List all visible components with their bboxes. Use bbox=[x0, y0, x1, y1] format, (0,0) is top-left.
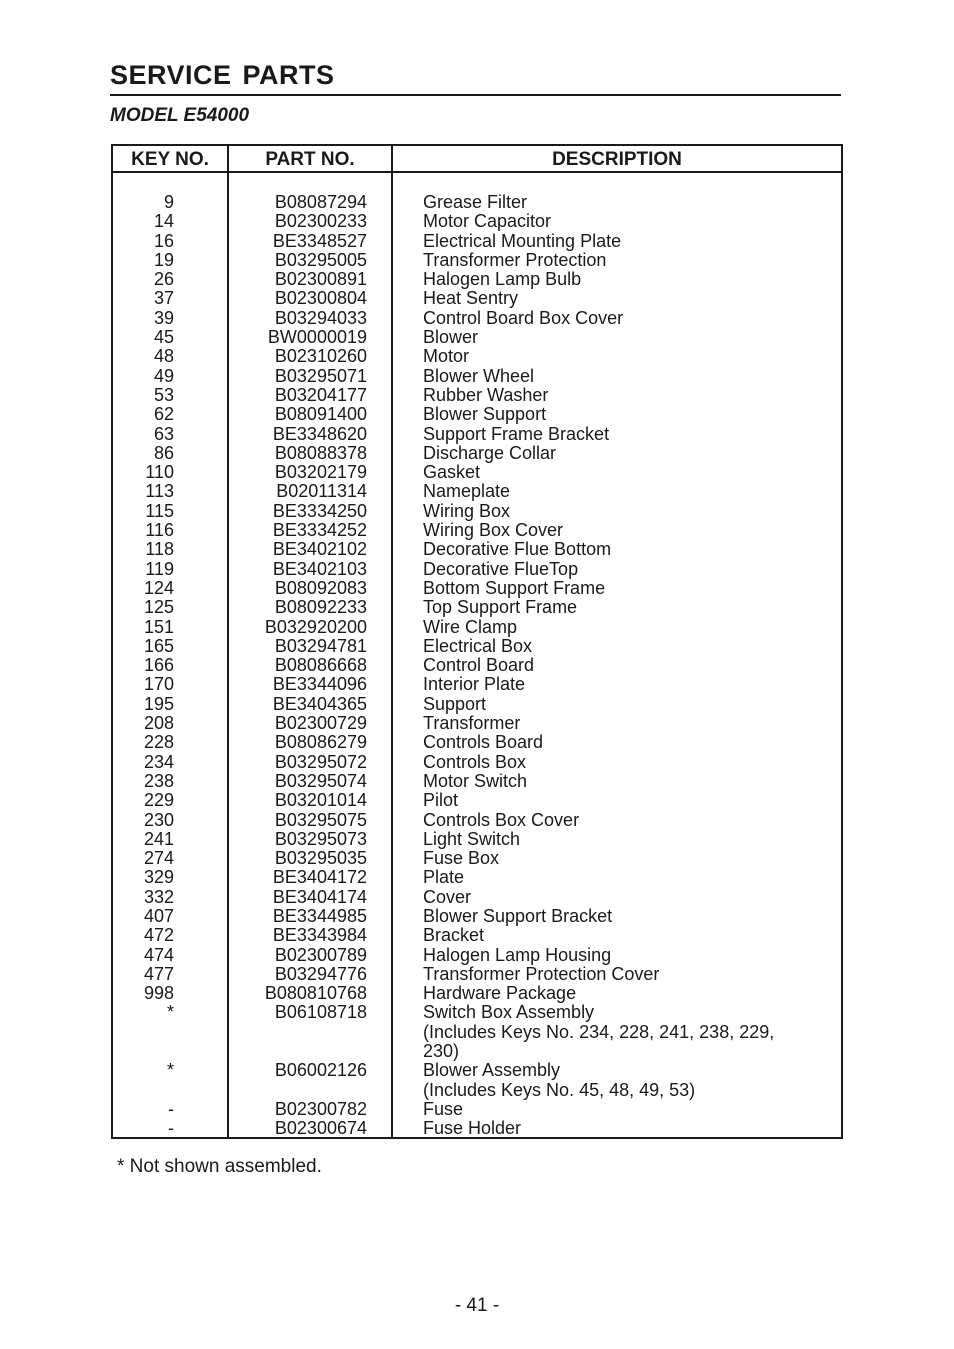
table-row bbox=[113, 212, 841, 231]
description-text: Electrical Mounting Plate bbox=[423, 230, 622, 251]
description-cell bbox=[423, 965, 803, 984]
description-cell bbox=[423, 540, 803, 559]
table-row bbox=[113, 656, 841, 675]
key-no-cell: 49 bbox=[153, 365, 174, 386]
description-text: Wiring Box bbox=[423, 500, 511, 521]
part-no-cell: B08092083 bbox=[274, 577, 367, 598]
table-row bbox=[113, 405, 841, 424]
part-no-cell: BE3348527 bbox=[272, 230, 367, 251]
page-title: SERVICE PARTS bbox=[110, 60, 335, 90]
description-cell bbox=[423, 733, 803, 752]
part-no-cell: B032920200 bbox=[264, 616, 367, 637]
key-no-cell: * bbox=[166, 1060, 174, 1081]
part-no-cell: B080810768 bbox=[264, 983, 367, 1004]
part-no-cell: BE3344096 bbox=[272, 674, 367, 695]
description-text: Motor Switch bbox=[423, 770, 528, 791]
key-no-cell: 113 bbox=[145, 481, 174, 502]
description-cell bbox=[423, 791, 803, 810]
header-description: DESCRIPTION bbox=[552, 149, 682, 170]
description-text: Blower Assembly bbox=[423, 1060, 561, 1081]
description-text: Blower bbox=[423, 327, 479, 348]
description-cell bbox=[423, 367, 803, 386]
key-no-cell: 48 bbox=[153, 346, 174, 367]
description-cell bbox=[423, 675, 803, 694]
part-no-cell: BE3343984 bbox=[272, 925, 367, 946]
description-text: Hardware Package bbox=[423, 983, 577, 1004]
key-no-cell: 329 bbox=[143, 867, 174, 888]
description-text: Fuse Box bbox=[423, 848, 500, 869]
part-no-cell: B03294781 bbox=[274, 635, 367, 656]
description-cell bbox=[423, 1100, 803, 1119]
table-row bbox=[113, 502, 841, 521]
description-text: Transformer bbox=[423, 713, 521, 734]
description-cell bbox=[423, 463, 803, 482]
key-no-cell: 241 bbox=[143, 828, 174, 849]
part-no-cell: B06108718 bbox=[274, 1002, 367, 1023]
key-no-cell: 208 bbox=[143, 713, 174, 734]
key-no-cell: 477 bbox=[143, 963, 174, 984]
key-no-cell: 19 bbox=[153, 249, 174, 270]
part-no-cell: B08086279 bbox=[274, 732, 367, 753]
table-row bbox=[113, 791, 841, 810]
description-text: Heat Sentry bbox=[423, 288, 519, 309]
part-no-cell: B02300804 bbox=[274, 288, 367, 309]
table-row bbox=[113, 830, 841, 849]
description-cell bbox=[423, 482, 803, 501]
description-text: Blower Wheel bbox=[423, 365, 535, 386]
description-text: Wire Clamp bbox=[423, 616, 518, 637]
key-no-cell: 86 bbox=[153, 442, 174, 463]
part-no-cell: B03295074 bbox=[274, 770, 367, 791]
footnote: * Not shown assembled. bbox=[117, 1156, 322, 1177]
key-no-cell: - bbox=[168, 1098, 174, 1119]
table-row bbox=[113, 984, 841, 1003]
description-cell bbox=[423, 232, 803, 251]
description-cell bbox=[423, 926, 803, 945]
description-cell bbox=[423, 425, 803, 444]
description-cell bbox=[423, 830, 803, 849]
part-no-cell: B03295005 bbox=[274, 249, 367, 270]
key-no-cell: 45 bbox=[153, 327, 174, 348]
key-no-cell: 998 bbox=[143, 983, 174, 1004]
description-text: Gasket bbox=[423, 462, 481, 483]
description-cell bbox=[423, 289, 803, 308]
header-part-no: PART NO. bbox=[265, 149, 355, 170]
key-no-cell: 238 bbox=[143, 770, 174, 791]
table-row bbox=[113, 733, 841, 752]
description-text: Fuse bbox=[423, 1098, 464, 1119]
description-text: Plate bbox=[423, 867, 465, 888]
description-cell bbox=[423, 560, 803, 579]
table-row bbox=[113, 289, 841, 308]
description-text: Nameplate bbox=[423, 481, 511, 502]
description-text: Blower Support bbox=[423, 404, 547, 425]
part-no-cell: B03295071 bbox=[274, 365, 367, 386]
description-cell bbox=[423, 193, 803, 212]
description-text: Discharge Collar bbox=[423, 442, 557, 463]
table-body bbox=[113, 193, 841, 1139]
description-text: Transformer Protection Cover bbox=[423, 963, 660, 984]
key-no-cell: 16 bbox=[153, 230, 174, 251]
table-row bbox=[113, 270, 841, 289]
key-no-cell: 116 bbox=[145, 520, 174, 541]
part-no-cell: B02300891 bbox=[274, 269, 367, 290]
part-no-cell: B08088378 bbox=[274, 442, 367, 463]
table-row bbox=[113, 328, 841, 347]
description-cell bbox=[423, 868, 803, 887]
title-divider bbox=[110, 94, 841, 96]
key-no-cell: 228 bbox=[143, 732, 174, 753]
description-cell bbox=[423, 444, 803, 463]
description-cell bbox=[423, 1119, 803, 1138]
part-no-cell: B08091400 bbox=[274, 404, 367, 425]
description-text: Top Support Frame bbox=[423, 597, 578, 618]
description-text: Support bbox=[423, 693, 487, 714]
table-row bbox=[113, 251, 841, 270]
table-row bbox=[113, 675, 841, 694]
description-text: Halogen Lamp Housing bbox=[423, 944, 612, 965]
table-header-row bbox=[113, 146, 841, 173]
description-text: Transformer Protection bbox=[423, 249, 607, 270]
description-cell bbox=[423, 386, 803, 405]
description-text: Decorative Flue Bottom bbox=[423, 539, 612, 560]
description-cell bbox=[423, 618, 803, 637]
part-no-cell: B02300789 bbox=[274, 944, 367, 965]
description-cell bbox=[423, 984, 803, 1003]
description-text: Control Board Box Cover bbox=[423, 307, 624, 328]
parts-table bbox=[111, 144, 843, 1139]
description-cell bbox=[423, 753, 803, 772]
table-row bbox=[113, 868, 841, 887]
table-row bbox=[113, 695, 841, 714]
description-cell bbox=[423, 907, 803, 926]
description-text: Grease Filter bbox=[423, 192, 528, 212]
key-no-cell: 165 bbox=[143, 635, 174, 656]
part-no-cell: B02300729 bbox=[274, 713, 367, 734]
table-row bbox=[113, 463, 841, 482]
part-no-cell: B08087294 bbox=[274, 192, 367, 212]
part-no-cell: B03295075 bbox=[274, 809, 367, 830]
table-row bbox=[113, 1100, 841, 1119]
key-no-cell: 125 bbox=[143, 597, 174, 618]
description-text: Decorative FlueTop bbox=[423, 558, 579, 579]
table-row bbox=[113, 1003, 841, 1061]
description-cell bbox=[423, 212, 803, 231]
description-text: Controls Box Cover bbox=[423, 809, 580, 830]
key-no-cell: 110 bbox=[145, 462, 174, 483]
description-cell bbox=[423, 521, 803, 540]
part-no-cell: BE3404174 bbox=[272, 886, 367, 907]
description-cell bbox=[423, 637, 803, 656]
description-text: Control Board bbox=[423, 655, 535, 676]
key-no-cell: 118 bbox=[145, 539, 174, 560]
key-no-cell: 274 bbox=[143, 848, 174, 869]
part-no-cell: BE3334252 bbox=[272, 520, 367, 541]
part-no-cell: B03295072 bbox=[274, 751, 367, 772]
table-row bbox=[113, 560, 841, 579]
part-no-cell: B03295035 bbox=[274, 848, 367, 869]
description-cell bbox=[423, 1003, 803, 1061]
description-cell bbox=[423, 579, 803, 598]
key-no-cell: 62 bbox=[153, 404, 174, 425]
table-row bbox=[113, 714, 841, 733]
description-cell bbox=[423, 714, 803, 733]
table-row bbox=[113, 926, 841, 945]
part-no-cell: BE3404172 bbox=[272, 867, 367, 888]
part-no-cell: B02310260 bbox=[274, 346, 367, 367]
description-text: Support Frame Bracket bbox=[423, 423, 610, 444]
description-text: Motor Capacitor bbox=[423, 211, 552, 232]
key-no-cell: 166 bbox=[143, 655, 174, 676]
table-row bbox=[113, 946, 841, 965]
key-no-cell: 332 bbox=[143, 886, 174, 907]
table-row bbox=[113, 1119, 841, 1138]
part-no-cell: BE3344985 bbox=[272, 905, 367, 926]
table-row bbox=[113, 425, 841, 444]
description-cell bbox=[423, 270, 803, 289]
page-number: - 41 - bbox=[454, 1295, 500, 1316]
header-key-no: KEY NO. bbox=[131, 149, 209, 170]
key-no-cell: 474 bbox=[143, 944, 174, 965]
key-no-cell: 170 bbox=[143, 674, 174, 695]
key-no-cell: 229 bbox=[143, 790, 174, 811]
description-text: Pilot bbox=[423, 790, 459, 811]
part-no-cell: B03294776 bbox=[274, 963, 367, 984]
key-no-cell: 115 bbox=[145, 500, 174, 521]
table-row bbox=[113, 907, 841, 926]
description-text: Controls Box bbox=[423, 751, 527, 772]
table-row bbox=[113, 598, 841, 617]
table-row bbox=[113, 540, 841, 559]
description-cell bbox=[423, 598, 803, 617]
table-row bbox=[113, 347, 841, 366]
description-text: Halogen Lamp Bulb bbox=[423, 269, 582, 290]
key-no-cell: 151 bbox=[143, 616, 174, 637]
key-no-cell: 37 bbox=[153, 288, 174, 309]
description-text: Blower Support Bracket bbox=[423, 905, 613, 926]
part-no-cell: B06002126 bbox=[274, 1060, 367, 1081]
table-row bbox=[113, 309, 841, 328]
table-row bbox=[113, 618, 841, 637]
description-text: Bottom Support Frame bbox=[423, 577, 606, 598]
key-no-cell: - bbox=[168, 1118, 174, 1139]
part-no-cell: B02300674 bbox=[274, 1118, 367, 1139]
part-no-cell: B02300233 bbox=[274, 211, 367, 232]
description-cell bbox=[423, 811, 803, 830]
key-no-cell: 26 bbox=[153, 269, 174, 290]
description-note: (Includes Keys No. 234, 228, 241, 238, 229, 230) bbox=[423, 1021, 775, 1062]
part-no-cell: B03202179 bbox=[274, 462, 367, 483]
description-text: Switch Box Assembly bbox=[423, 1002, 595, 1023]
key-no-cell: 230 bbox=[143, 809, 174, 830]
table-row bbox=[113, 444, 841, 463]
table-row bbox=[113, 811, 841, 830]
description-cell bbox=[423, 347, 803, 366]
description-text: Bracket bbox=[423, 925, 485, 946]
part-no-cell: BE3348620 bbox=[272, 423, 367, 444]
description-cell bbox=[423, 888, 803, 907]
table-row bbox=[113, 521, 841, 540]
description-cell bbox=[423, 502, 803, 521]
description-cell bbox=[423, 656, 803, 675]
description-text: Light Switch bbox=[423, 828, 521, 849]
part-no-cell: B03204177 bbox=[274, 384, 367, 405]
part-no-cell: BE3402102 bbox=[272, 539, 367, 560]
description-cell bbox=[423, 772, 803, 791]
part-no-cell: BE3334250 bbox=[272, 500, 367, 521]
part-no-cell: BE3402103 bbox=[272, 558, 367, 579]
table-row bbox=[113, 193, 841, 212]
description-text: Motor bbox=[423, 346, 470, 367]
table-row bbox=[113, 753, 841, 772]
key-no-cell: 234 bbox=[143, 751, 174, 772]
description-text: Electrical Box bbox=[423, 635, 533, 656]
description-text: Cover bbox=[423, 886, 472, 907]
part-no-cell: BW0000019 bbox=[267, 327, 367, 348]
part-no-cell: B08092233 bbox=[274, 597, 367, 618]
key-no-cell: * bbox=[166, 1002, 174, 1023]
key-no-cell: 14 bbox=[153, 211, 174, 232]
description-cell bbox=[423, 849, 803, 868]
part-no-cell: BE3404365 bbox=[272, 693, 367, 714]
description-cell bbox=[423, 695, 803, 714]
part-no-cell: B03294033 bbox=[274, 307, 367, 328]
description-note: (Includes Keys No. 45, 48, 49, 53) bbox=[423, 1079, 696, 1100]
table-row bbox=[113, 888, 841, 907]
key-no-cell: 119 bbox=[145, 558, 174, 579]
part-no-cell: B08086668 bbox=[274, 655, 367, 676]
description-cell bbox=[423, 309, 803, 328]
description-cell bbox=[423, 251, 803, 270]
table-row bbox=[113, 637, 841, 656]
table-row bbox=[113, 232, 841, 251]
key-no-cell: 53 bbox=[153, 384, 174, 405]
table-row bbox=[113, 965, 841, 984]
key-no-cell: 39 bbox=[153, 307, 174, 328]
description-cell bbox=[423, 328, 803, 347]
description-cell bbox=[423, 946, 803, 965]
table-row bbox=[113, 386, 841, 405]
table-row bbox=[113, 579, 841, 598]
description-text: Fuse Holder bbox=[423, 1118, 522, 1139]
table-row bbox=[113, 1061, 841, 1100]
part-no-cell: B02300782 bbox=[274, 1098, 367, 1119]
table-row bbox=[113, 367, 841, 386]
description-cell bbox=[423, 405, 803, 424]
key-no-cell: 195 bbox=[143, 693, 174, 714]
table-row bbox=[113, 849, 841, 868]
part-no-cell: B02011314 bbox=[276, 481, 367, 502]
description-text: Rubber Washer bbox=[423, 384, 549, 405]
description-text: Interior Plate bbox=[423, 674, 526, 695]
description-text: Wiring Box Cover bbox=[423, 520, 564, 541]
key-no-cell: 407 bbox=[143, 905, 174, 926]
description-cell bbox=[423, 1061, 803, 1100]
part-no-cell: B03295073 bbox=[274, 828, 367, 849]
key-no-cell: 472 bbox=[143, 925, 174, 946]
part-no-cell: B03201014 bbox=[274, 790, 367, 811]
model-title: MODEL E54000 bbox=[110, 105, 250, 126]
key-no-cell: 124 bbox=[143, 577, 174, 598]
table-row bbox=[113, 772, 841, 791]
key-no-cell: 9 bbox=[163, 192, 174, 212]
key-no-cell: 63 bbox=[153, 423, 174, 444]
description-text: Controls Board bbox=[423, 732, 544, 753]
table-row bbox=[113, 482, 841, 501]
